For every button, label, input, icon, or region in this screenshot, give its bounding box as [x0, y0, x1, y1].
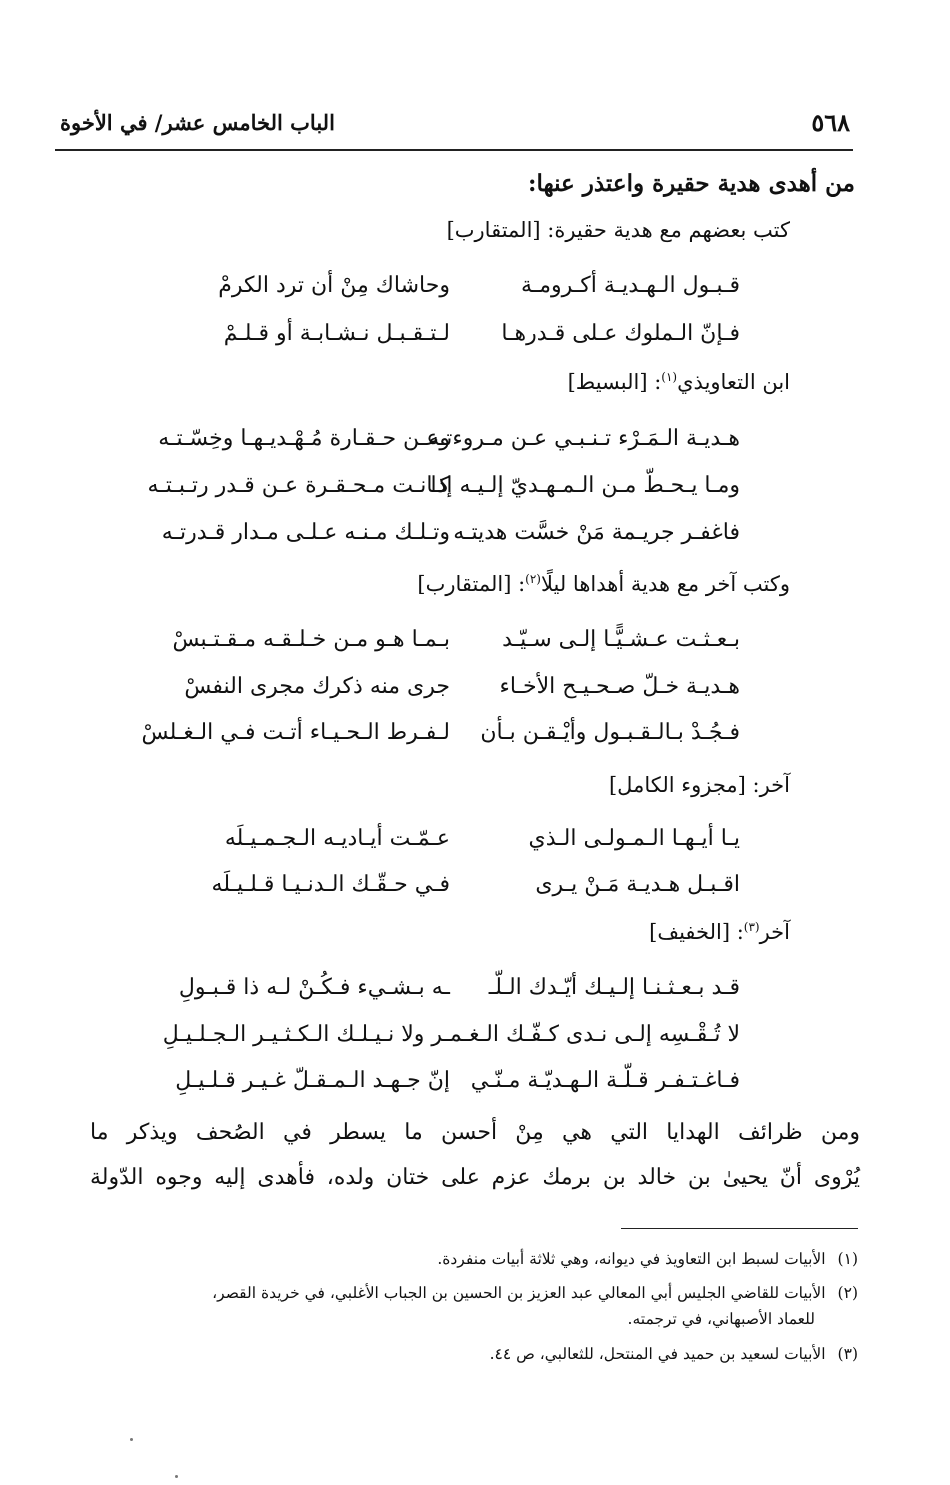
footnote — [73, 1280, 858, 1306]
verse-first-hemistich: هـديـة الـمَـرْء تـنـبـي عـن مـروءتـه — [428, 426, 740, 451]
verse-second-hemistich: لـفـرط الـحـيـاء أتـت فـي الـغـلسْ — [141, 720, 450, 745]
verse-first-hemistich: فـاغـتـفـر قـلّـة الـهـديّـة مـنّـي — [470, 1068, 740, 1093]
verse-second-hemistich: كـانـت مـحـقـرة عـن قـدر رتـبـتـه — [147, 473, 450, 498]
footnote — [73, 1246, 858, 1272]
verse-first-hemistich: لا تُـقْـسِه إلـى نـدى كـفّـك الـغـمـ — [443, 1022, 740, 1047]
verse-second-hemistich: ـر ولا نـيـلـك الـكـثـيـر الـجـلـيـلِ — [162, 1022, 450, 1047]
footnote-rule — [621, 1228, 858, 1229]
verse-first-hemistich: قـبـول الـهـديـة أكـرومـة — [521, 273, 740, 298]
verse-second-hemistich: ـه بـشـيء فـكُـنْ لـه ذا قـبـولِ — [178, 975, 450, 1000]
poem-meter: : [الخفيف] — [649, 920, 744, 944]
verse-first-hemistich: فاغفـر جريـمة مَنْ خسَّت هديتـه — [453, 520, 740, 545]
verse-second-hemistich: جرى منه ذكرك مجرى النفسْ — [184, 674, 450, 699]
page-number: ٥٦٨ — [811, 108, 850, 137]
footnote-ref: (٣) — [743, 920, 760, 934]
footnote — [73, 1341, 858, 1367]
footnote-text: الأبيات لسبط ابن التعاويذ في ديوانه، وهي ثلاثة أبيات منفردة. — [437, 1250, 826, 1268]
poem-intro — [568, 370, 790, 394]
footnote-continuation — [75, 1306, 815, 1332]
poem-intro — [649, 920, 790, 944]
scan-speck — [175, 1475, 178, 1478]
footnote-text: الأبيات لسعيد بن حميد في المنتحل، للثعالبي، ص ٤٤. — [489, 1345, 826, 1363]
footnote-ref: (٢) — [525, 572, 541, 586]
verse-second-hemistich: بـمـا هـو مـن خـلـقـه مـقـتـبسْ — [172, 627, 450, 652]
verse-second-hemistich: وحاشاك مِنْ أن ترد الكرمْ — [218, 273, 450, 298]
footnote-ref: (١) — [661, 370, 678, 384]
poem-meter: : [المتقارب] — [417, 572, 526, 596]
verse-second-hemistich: فـي حـقّـك الـدنـيـا قـلـيـلَه — [211, 872, 450, 897]
poem-intro-text: وكتب آخر مع هدية أهداها ليلًا — [540, 572, 790, 596]
footnote-number: (٣) — [837, 1345, 858, 1363]
verse-second-hemistich: وعـن حـقـارة مُـهْـديـهـا وخِسّـتـه — [158, 426, 450, 451]
footnote-number: (٢) — [837, 1284, 858, 1302]
poem-intro: كتب بعضهم مع هدية حقيرة: [المتقارب] — [446, 218, 790, 242]
verse-first-hemistich: اقـبـل هـديـة مَـنْ يـرى — [535, 872, 740, 897]
footnote-text: الأبيات للقاضي الجليس أبي المعالي عبد العزيز بن الحسين بن الجباب الأغلبي، في خريدة القصر، — [212, 1284, 826, 1302]
verse-first-hemistich: بـعـثـت عـشـيًّـا إلـى سـيّـد — [502, 627, 740, 652]
verse-first-hemistich: فـإنّ الـملوك عـلى قـدرهـا — [501, 321, 740, 346]
verse-first-hemistich: هـديـة خـلّ صـحـيـح الأخـاء — [499, 674, 740, 699]
footnote-text: للعماد الأصبهاني، في ترجمته. — [627, 1310, 815, 1328]
verse-second-hemistich: عـمّـت أيـاديـه الـجـمـيـلَه — [224, 826, 450, 851]
scan-speck — [130, 1438, 133, 1441]
verse-first-hemistich: قـد بـعـثـنـا إلـيـك أيّـدك الـلّـ — [488, 975, 740, 1000]
header-rule — [55, 149, 853, 151]
footnote-number: (١) — [837, 1250, 858, 1268]
section-title: من أهدى هدية حقيرة واعتذر عنها: — [527, 170, 855, 197]
verse-second-hemistich: إنّ جـهـد الـمـقـلّ غـيـر قـلـيـلِ — [175, 1068, 450, 1093]
poem-intro-text: ابن التعاويذي — [677, 370, 790, 394]
verse-first-hemistich: يـا أيـهـا الـمـولـى الـذي — [528, 826, 740, 851]
poem-intro: آخر: [مجزوء الكامل] — [608, 773, 790, 797]
verse-second-hemistich: لـتـقـبـل نـشـابـة أو قـلـمْ — [223, 321, 450, 346]
poem-intro-text: آخر — [759, 920, 790, 944]
prose-line: يُرْوى أنّ يحيىٰ بن خالد بن برمك عزم على ختان ولده، فأهدى إليه وجوه الدّولة — [90, 1165, 860, 1190]
prose-line: ومن ظرائف الهدايا التي هي مِنْ أحسن ما يسطر في الصُحف ويذكر ما — [90, 1120, 860, 1145]
poem-intro — [417, 572, 790, 596]
verse-second-hemistich: وتـلـك مـنـه عـلـى مـدار قـدرتـه — [161, 520, 450, 545]
page-header — [60, 108, 850, 148]
poem-meter: : [البسيط] — [567, 370, 662, 394]
verse-first-hemistich: ومـا يـحـطّ مـن الـمـهـديّ إلـيـه إذا — [430, 473, 740, 498]
verse-first-hemistich: فـجُـدْ بـالـقـبـول وأيْـقـن بـأن — [480, 720, 740, 745]
running-title: الباب الخامس عشر/ في الأخوة — [60, 110, 335, 135]
